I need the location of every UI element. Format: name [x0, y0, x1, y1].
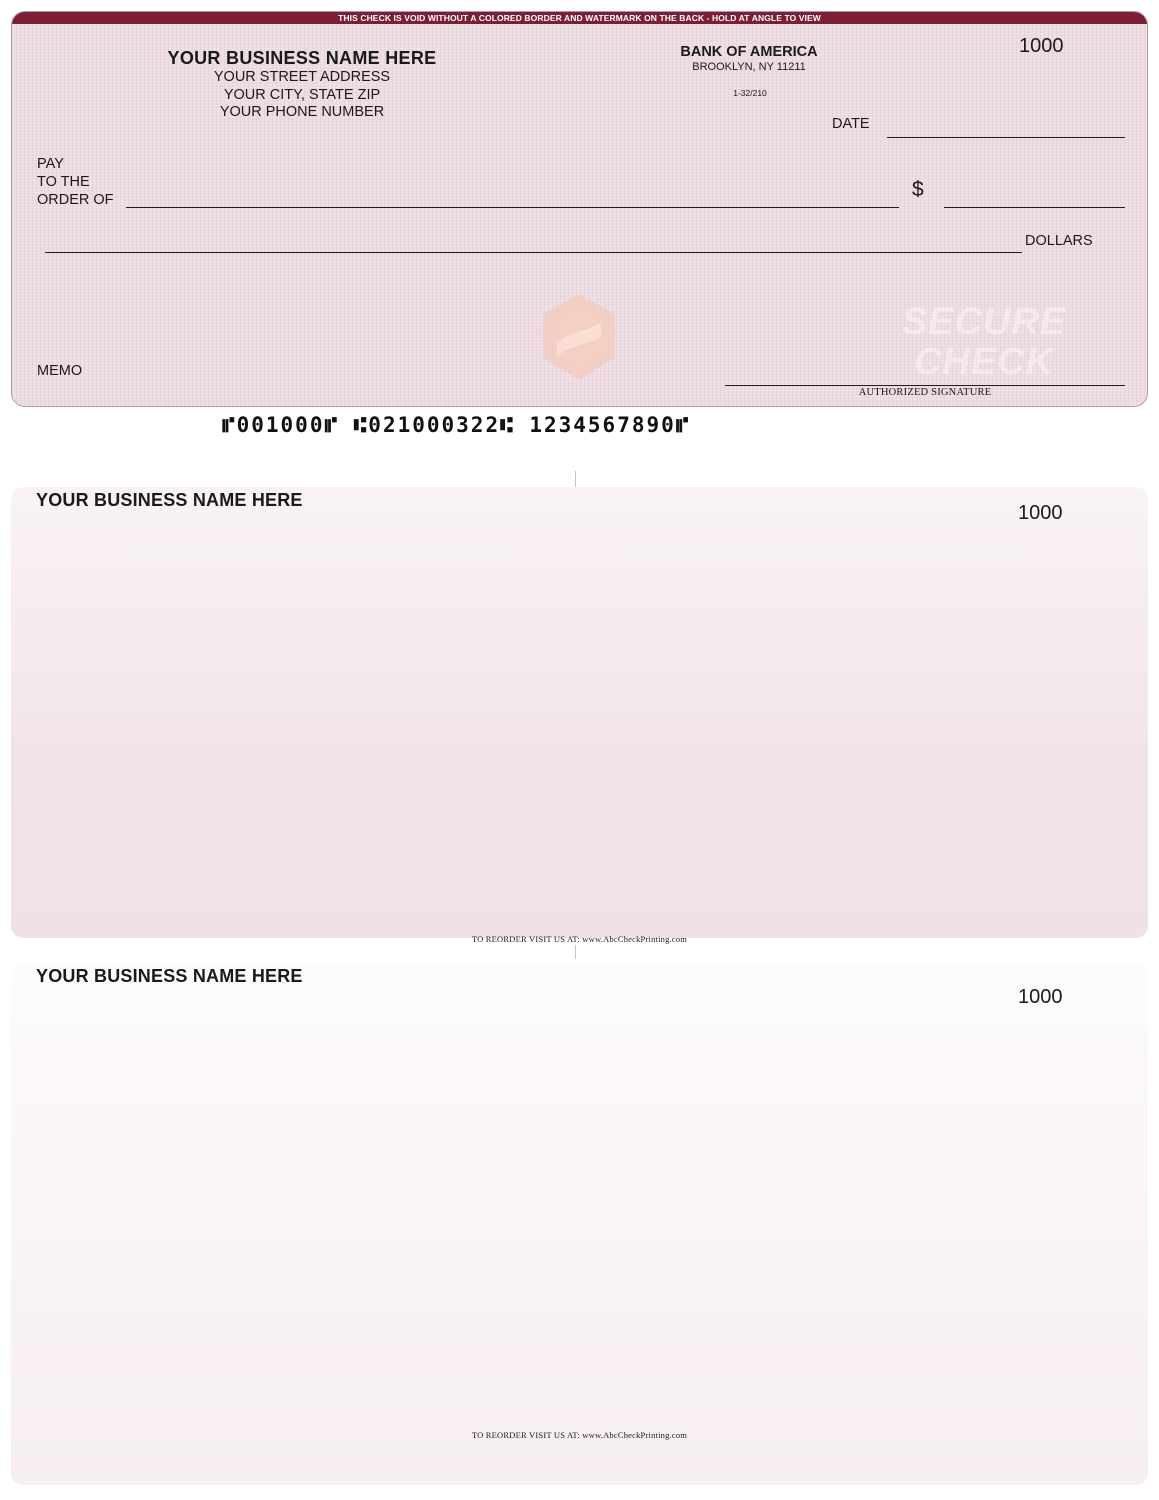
business-street: YOUR STREET ADDRESS: [213, 69, 391, 85]
date-label: DATE: [832, 116, 870, 132]
stub-1-business-name: YOUR BUSINESS NAME HERE: [36, 490, 303, 510]
bank-name: BANK OF AMERICA: [680, 44, 818, 60]
stub-1-reorder-note: TO REORDER VISIT US AT: www.AbcCheckPrinting.com: [471, 934, 688, 944]
stub-2-check-number: 1000: [1018, 986, 1063, 1008]
perforation-mark: [575, 945, 576, 959]
check: [11, 11, 1148, 407]
stub-2-business-name: YOUR BUSINESS NAME HERE: [36, 966, 303, 986]
business-address-block: [152, 48, 452, 122]
business-phone: YOUR PHONE NUMBER: [219, 104, 385, 120]
authorized-signature-label: AUTHORIZED SIGNATURE: [858, 387, 992, 398]
shield-watermark-icon: [539, 292, 619, 389]
memo-label: MEMO: [37, 363, 83, 379]
watermark-line-1: SECURE: [901, 301, 1067, 343]
micr-line: ⑈001000⑈ ⑆021000322⑆ 1234567890⑈: [222, 413, 691, 437]
amount-line[interactable]: [944, 207, 1125, 208]
check-stub-1: [11, 487, 1148, 938]
pay-label-line-1: PAY: [37, 156, 64, 172]
check-number: 1000: [1019, 35, 1064, 57]
written-amount-line[interactable]: [45, 252, 1022, 253]
dollars-label: DOLLARS: [1025, 233, 1093, 249]
pay-label-line-3: ORDER OF: [37, 192, 114, 208]
perforation-mark: [575, 471, 576, 487]
dollar-sign: $: [912, 178, 924, 201]
business-name: YOUR BUSINESS NAME HERE: [167, 48, 437, 68]
check-stub-2: [11, 965, 1148, 1485]
date-line[interactable]: [887, 137, 1125, 138]
bank-city: BROOKLYN, NY 11211: [692, 61, 806, 73]
stub-1-check-number: 1000: [1018, 502, 1063, 524]
watermark-line-2: CHECK: [913, 341, 1055, 383]
payee-line[interactable]: [126, 207, 899, 208]
signature-line[interactable]: [725, 385, 1125, 386]
bank-block: [649, 44, 849, 73]
bank-fraction-code: 1-32/210: [733, 88, 767, 98]
business-city-state-zip: YOUR CITY, STATE ZIP: [223, 86, 381, 103]
pay-to-the-order-of-label: [37, 155, 114, 209]
secure-check-watermark: [864, 302, 1104, 382]
void-notice-bar: THIS CHECK IS VOID WITHOUT A COLORED BORDER AND WATERMARK ON THE BACK - HOLD AT ANGLE TO VIEW: [12, 12, 1147, 24]
stub-2-reorder-note: TO REORDER VISIT US AT: www.AbcCheckPrinting.com: [471, 1430, 688, 1440]
pay-label-line-2: TO THE: [37, 174, 90, 190]
